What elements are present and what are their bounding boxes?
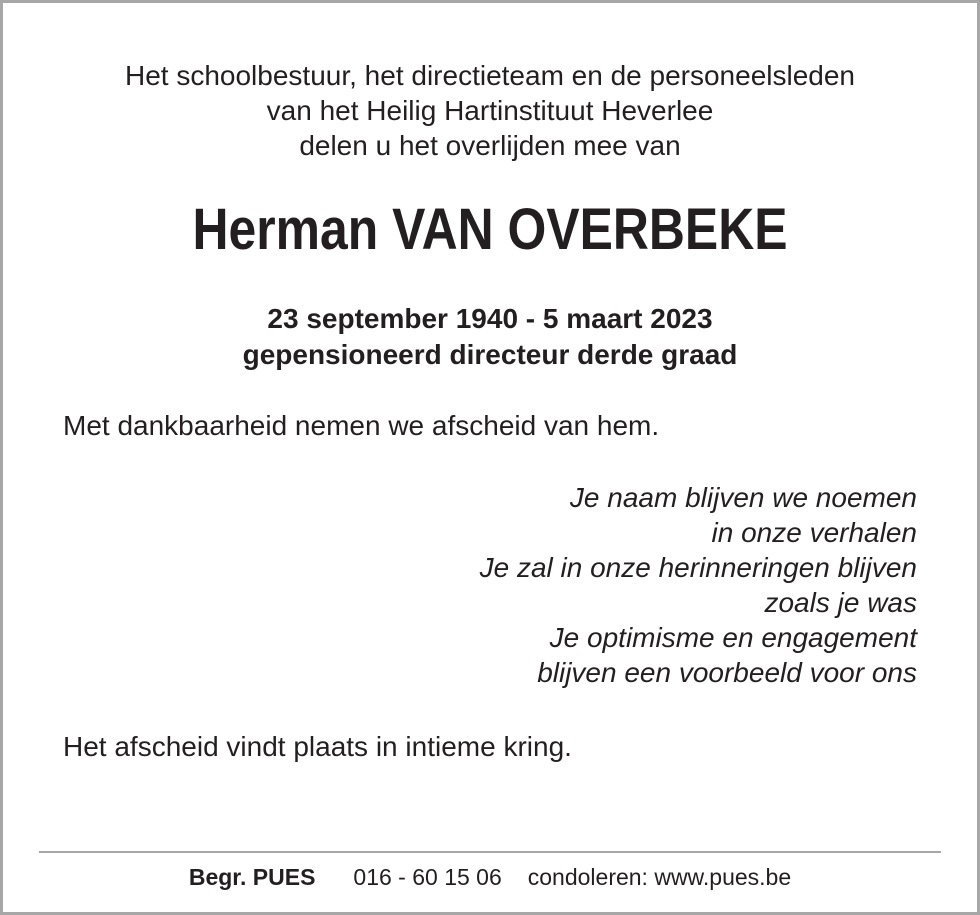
poem-line: in onze verhalen	[711, 517, 917, 548]
condolences-link[interactable]: condoleren: www.pues.be	[527, 864, 792, 890]
intro-line: van het Heilig Hartinstituut Heverlee	[266, 95, 714, 126]
deceased-details	[3, 301, 977, 373]
intro-line: delen u het overlijden mee van	[299, 130, 681, 161]
deceased-name: Herman VAN OVERBEKE	[192, 197, 788, 262]
poem-line: blijven een voorbeeld voor ons	[537, 657, 917, 688]
footer-divider	[39, 851, 941, 853]
poem-line: zoals je was	[764, 587, 917, 618]
gratitude-message: Met dankbaarheid nemen we afscheid van hem.	[63, 410, 660, 441]
intro-text	[3, 58, 977, 163]
poem-line: Je naam blijven we noemen	[569, 482, 917, 513]
footer	[3, 862, 977, 892]
life-dates: 23 september 1940 - 5 maart 2023	[267, 303, 713, 334]
memorial-poem	[480, 480, 917, 690]
deceased-role: gepensioneerd directeur derde graad	[242, 339, 738, 370]
poem-line: Je optimisme en engagement	[549, 622, 917, 653]
farewell-message: Het afscheid vindt plaats in intieme kring.	[63, 731, 572, 762]
undertaker-phone[interactable]: 016 - 60 15 06	[353, 864, 502, 890]
undertaker-name: Begr. PUES	[188, 864, 316, 890]
poem-line: Je zal in onze herinneringen blijven	[479, 552, 917, 583]
intro-line: Het schoolbestuur, het directieteam en de personeelsleden	[124, 60, 856, 91]
